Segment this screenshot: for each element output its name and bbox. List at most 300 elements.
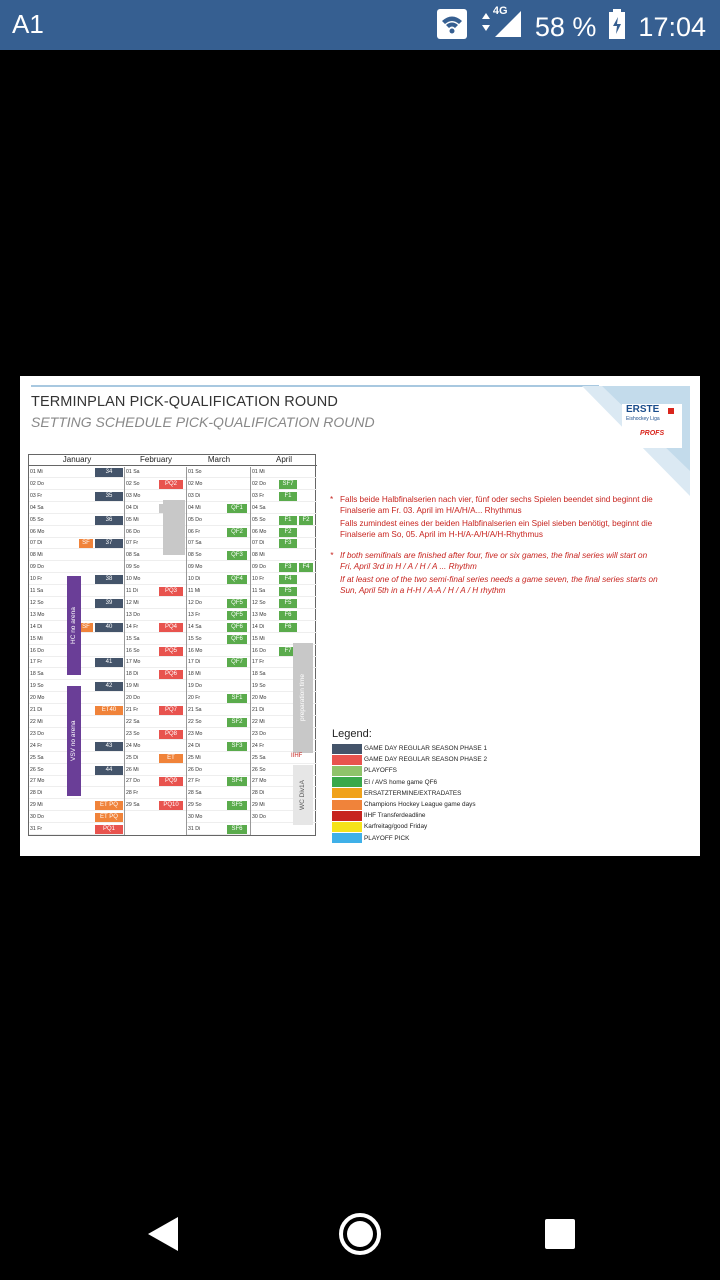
day-row bbox=[125, 693, 186, 704]
game-cell: PQ3 bbox=[159, 587, 183, 596]
day-row bbox=[251, 562, 317, 573]
day-row bbox=[125, 646, 186, 657]
game-cell: SF7 bbox=[279, 480, 297, 489]
day-label: 17 Mo bbox=[126, 659, 141, 666]
day-label: 09 Do bbox=[252, 564, 266, 571]
day-label: 06 Mo bbox=[30, 528, 45, 535]
notes-panel bbox=[330, 494, 660, 598]
game-cell: QF5 bbox=[227, 611, 247, 620]
day-label: 04 Sa bbox=[252, 504, 266, 511]
day-row bbox=[187, 503, 250, 514]
day-label: 14 Fr bbox=[126, 623, 139, 630]
day-row bbox=[125, 717, 186, 728]
day-row bbox=[187, 657, 250, 668]
game-cell: QF6 bbox=[227, 635, 247, 644]
day-label: 30 Mo bbox=[188, 814, 203, 821]
game-cell: F1 bbox=[279, 516, 297, 525]
day-row bbox=[125, 574, 186, 585]
day-label: 20 Mo bbox=[252, 695, 267, 702]
day-label: 07 Di bbox=[252, 540, 265, 547]
day-row bbox=[187, 765, 250, 776]
recents-button[interactable] bbox=[535, 1209, 585, 1259]
day-row bbox=[187, 467, 250, 478]
logo-brand: ERSTE bbox=[626, 404, 660, 415]
day-label: 26 Mi bbox=[126, 766, 139, 773]
legend-swatch bbox=[332, 766, 362, 776]
legend-label: PLAYOFF PICK bbox=[364, 834, 410, 842]
day-label: 15 Mi bbox=[30, 635, 43, 642]
legend-swatch bbox=[332, 800, 362, 810]
game-cell: PQ9 bbox=[159, 777, 183, 786]
day-row bbox=[29, 503, 124, 514]
day-label: 22 Mi bbox=[30, 718, 43, 725]
day-row bbox=[187, 717, 250, 728]
game-cell: F6 bbox=[279, 611, 297, 620]
day-label: 17 Fr bbox=[252, 659, 265, 666]
day-label: 08 Mi bbox=[252, 552, 265, 559]
day-label: 21 Fr bbox=[126, 707, 139, 713]
game-cell: 38 bbox=[95, 575, 123, 584]
day-label: 20 Do bbox=[126, 695, 140, 702]
month-header-april: April bbox=[251, 455, 317, 466]
day-label: 06 Mo bbox=[252, 528, 267, 535]
day-row bbox=[125, 788, 186, 799]
game-cell: SF5 bbox=[227, 801, 247, 810]
day-row bbox=[29, 491, 124, 502]
day-label: 18 Sa bbox=[30, 671, 44, 678]
legend-swatch bbox=[332, 744, 362, 754]
day-label: 02 Do bbox=[30, 480, 44, 487]
day-label: 02 Do bbox=[252, 480, 266, 487]
day-label: 11 Sa bbox=[30, 588, 44, 594]
game-cell: QF5 bbox=[227, 599, 247, 608]
day-label: 02 So bbox=[126, 480, 140, 487]
day-row bbox=[187, 729, 250, 740]
day-label: 26 So bbox=[30, 766, 44, 773]
day-row bbox=[187, 693, 250, 704]
day-row bbox=[187, 788, 250, 799]
document-page[interactable] bbox=[20, 376, 700, 856]
game-cell: F5 bbox=[279, 599, 297, 608]
day-label: 11 Sa bbox=[252, 588, 266, 594]
day-row bbox=[29, 562, 124, 573]
day-row bbox=[187, 824, 250, 835]
back-button[interactable] bbox=[140, 1209, 190, 1259]
day-label: 02 Mo bbox=[188, 480, 203, 487]
day-row bbox=[187, 610, 250, 621]
legend-item bbox=[332, 799, 532, 810]
day-row bbox=[251, 467, 317, 478]
game-cell: F4 bbox=[279, 575, 297, 584]
day-label: 23 Mo bbox=[188, 730, 203, 737]
day-row bbox=[125, 741, 186, 752]
day-row bbox=[187, 753, 250, 764]
day-label: 29 Mi bbox=[30, 802, 43, 809]
day-label: 11 Mi bbox=[188, 588, 201, 594]
game-cell: F5 bbox=[279, 587, 297, 596]
game-cell: PQ6 bbox=[159, 670, 183, 679]
game-cell: PQ5 bbox=[159, 647, 183, 656]
logo-league: Eishockey Liga bbox=[626, 416, 660, 422]
legend-swatch bbox=[332, 811, 362, 821]
day-label: 05 So bbox=[252, 516, 266, 523]
day-label: 25 Sa bbox=[252, 754, 266, 761]
star-icon: * bbox=[330, 551, 334, 560]
day-label: 27 Do bbox=[126, 778, 140, 785]
day-row bbox=[187, 681, 250, 692]
day-row bbox=[251, 622, 317, 633]
note-en-1: * If both semifinals are finished after four, five or six games, the final series will start on Fri, April 3rd in H / A / H / A ... Rhythm bbox=[330, 551, 648, 571]
chl-cell: SF bbox=[79, 539, 93, 548]
day-row bbox=[187, 562, 250, 573]
game-cell: ET PQ bbox=[95, 801, 123, 810]
legend-label: GAME DAY REGULAR SEASON PHASE 2 bbox=[364, 756, 487, 764]
legend-swatch bbox=[332, 777, 362, 787]
day-label: 12 Do bbox=[188, 599, 202, 606]
day-row bbox=[125, 705, 186, 716]
logo-partner: PROFS bbox=[640, 430, 665, 437]
battery-percent: 58 % bbox=[534, 12, 597, 42]
game-cell: 34 bbox=[95, 468, 123, 477]
legend-swatch bbox=[332, 788, 362, 798]
day-label: 16 So bbox=[126, 647, 140, 654]
day-label: 26 So bbox=[252, 766, 266, 773]
clock: 17:04 bbox=[638, 12, 706, 42]
game-cell: F4 bbox=[299, 563, 313, 572]
day-row bbox=[29, 538, 124, 549]
day-label: 04 Di bbox=[126, 504, 139, 511]
day-row bbox=[187, 527, 250, 538]
day-row bbox=[187, 741, 250, 752]
day-row bbox=[29, 800, 124, 811]
home-button[interactable] bbox=[335, 1209, 385, 1259]
document-viewer[interactable] bbox=[0, 50, 720, 1183]
day-row bbox=[187, 550, 250, 561]
final-block bbox=[163, 500, 185, 555]
day-label: 30 Do bbox=[252, 814, 266, 821]
day-row bbox=[251, 503, 317, 514]
game-cell: QF6 bbox=[227, 623, 247, 632]
legend-swatch bbox=[332, 822, 362, 832]
day-label: 14 Sa bbox=[188, 623, 202, 630]
game-cell: F3 bbox=[279, 539, 297, 548]
game-cell: PQ4 bbox=[159, 623, 183, 632]
game-cell: 42 bbox=[95, 682, 123, 691]
day-row bbox=[29, 515, 124, 526]
preparation-band: preparation time bbox=[293, 643, 313, 753]
march-column bbox=[187, 467, 251, 835]
signal-icon bbox=[479, 5, 523, 46]
legend-label: EI / AVS home game QF6 bbox=[364, 778, 438, 786]
day-row bbox=[125, 634, 186, 645]
day-label: 21 Di bbox=[30, 707, 43, 713]
day-row bbox=[125, 681, 186, 692]
day-label: 25 Di bbox=[126, 754, 139, 761]
day-label: 19 So bbox=[30, 683, 44, 690]
note-de-1: * Falls beide Halbfinalserien nach vier, fünf oder sechs Spielen beendet sind beginnt die Finalserie am Fr. 03. April im H/A/H/A... Rhythmus bbox=[330, 495, 653, 515]
month-header-january: January bbox=[29, 455, 125, 466]
day-row bbox=[125, 467, 186, 478]
game-cell: SF1 bbox=[227, 694, 247, 703]
day-label: 25 Sa bbox=[30, 754, 44, 761]
iihf-label: IIHF bbox=[291, 753, 303, 759]
day-label: 26 Do bbox=[188, 766, 202, 773]
game-cell: F2 bbox=[299, 516, 313, 525]
day-row bbox=[125, 610, 186, 621]
hc-no-arena-band: HC no arena bbox=[67, 576, 81, 675]
day-row bbox=[251, 479, 317, 490]
day-row bbox=[251, 538, 317, 549]
day-row bbox=[125, 622, 186, 633]
day-label: 09 So bbox=[126, 564, 140, 571]
month-header-february: February bbox=[125, 455, 187, 466]
navigation-bar bbox=[0, 1183, 720, 1280]
day-label: 07 Di bbox=[30, 540, 43, 547]
legend-item bbox=[332, 821, 532, 832]
game-cell: PQ2 bbox=[159, 480, 183, 489]
day-row bbox=[187, 598, 250, 609]
day-label: 05 So bbox=[30, 516, 44, 523]
day-row bbox=[29, 550, 124, 561]
day-label: 23 Do bbox=[252, 730, 266, 737]
day-row bbox=[29, 467, 124, 478]
day-label: 10 Di bbox=[188, 576, 201, 583]
day-row bbox=[29, 824, 124, 835]
legend-item bbox=[332, 788, 532, 799]
day-label: 16 Do bbox=[30, 647, 44, 654]
day-label: 21 Di bbox=[252, 707, 265, 713]
day-label: 24 Fr bbox=[30, 742, 43, 749]
day-row bbox=[187, 574, 250, 585]
day-label: 13 Mo bbox=[252, 611, 267, 618]
day-row bbox=[251, 574, 317, 585]
carrier-label: A1 bbox=[12, 9, 44, 39]
day-row bbox=[251, 586, 317, 597]
day-label: 28 Di bbox=[252, 790, 265, 797]
day-label: 19 Mi bbox=[126, 683, 139, 690]
day-label: 25 Mi bbox=[188, 754, 201, 761]
header-rule bbox=[31, 385, 599, 387]
day-row bbox=[251, 598, 317, 609]
day-row bbox=[187, 586, 250, 597]
game-cell: ET PQ bbox=[95, 813, 123, 822]
game-cell: 35 bbox=[95, 492, 123, 501]
day-label: 22 So bbox=[188, 718, 202, 725]
legend-item bbox=[332, 777, 532, 788]
day-label: 23 Do bbox=[30, 730, 44, 737]
day-row bbox=[125, 765, 186, 776]
day-row bbox=[125, 562, 186, 573]
day-row bbox=[125, 586, 186, 597]
day-row bbox=[187, 812, 250, 823]
day-label: 27 Mo bbox=[30, 778, 45, 785]
day-row bbox=[29, 527, 124, 538]
day-label: 03 Mo bbox=[126, 492, 141, 499]
day-label: 07 Sa bbox=[188, 540, 202, 547]
game-cell: F6 bbox=[279, 623, 297, 632]
day-label: 13 Do bbox=[126, 611, 140, 618]
day-label: 10 Mo bbox=[126, 576, 141, 583]
day-label: 12 So bbox=[252, 599, 266, 606]
day-label: 27 Fr bbox=[188, 778, 201, 785]
day-label: 07 Fr bbox=[126, 540, 139, 547]
note-de-2: Falls zumindest eines der beiden Halbfinalserien ein Spiel sieben benötigt, beginnt die Finalserie am So, 05. April im H-H/A-A/H/A/H-Rhythmus bbox=[340, 519, 653, 539]
game-cell: F2 bbox=[279, 528, 297, 537]
day-row bbox=[187, 491, 250, 502]
day-label: 24 Di bbox=[188, 742, 201, 749]
day-label: 04 Sa bbox=[30, 504, 44, 511]
status-bar bbox=[0, 0, 720, 50]
game-cell: SF2 bbox=[227, 718, 247, 727]
game-cell: SF6 bbox=[227, 825, 247, 834]
game-cell: QF3 bbox=[227, 551, 247, 560]
day-row bbox=[251, 550, 317, 561]
day-row bbox=[125, 479, 186, 490]
game-cell: 41 bbox=[95, 658, 123, 667]
day-label: 18 Di bbox=[126, 671, 139, 678]
wc-div1a-band: WC Div1A bbox=[293, 765, 313, 825]
game-cell: QF2 bbox=[227, 528, 247, 537]
day-label: 13 Fr bbox=[188, 611, 201, 618]
day-row bbox=[251, 610, 317, 621]
legend-item bbox=[332, 833, 532, 844]
game-cell: QF1 bbox=[227, 504, 247, 513]
day-row bbox=[187, 622, 250, 633]
star-icon: * bbox=[330, 495, 334, 504]
day-label: 19 Do bbox=[188, 683, 202, 690]
game-cell: PQ7 bbox=[159, 706, 183, 715]
game-cell: PQ1 bbox=[95, 825, 123, 834]
day-row bbox=[187, 705, 250, 716]
day-label: 27 Mo bbox=[252, 778, 267, 785]
legend-item bbox=[332, 765, 532, 776]
day-label: 11 Di bbox=[126, 588, 138, 594]
game-cell: SF3 bbox=[227, 742, 247, 751]
day-label: 16 Do bbox=[252, 647, 266, 654]
day-row bbox=[125, 729, 186, 740]
day-row bbox=[187, 634, 250, 645]
day-label: 06 Fr bbox=[188, 528, 201, 535]
day-label: 28 Di bbox=[30, 790, 43, 797]
day-label: 10 Fr bbox=[30, 576, 43, 583]
game-cell: QF4 bbox=[227, 575, 247, 584]
day-row bbox=[187, 538, 250, 549]
schedule-grid bbox=[28, 454, 316, 836]
day-label: 30 Do bbox=[30, 814, 44, 821]
day-label: 09 Mo bbox=[188, 564, 203, 571]
month-header-march: March bbox=[187, 455, 251, 466]
chl-cell: SF bbox=[79, 623, 93, 632]
day-label: 19 So bbox=[252, 683, 266, 690]
legend bbox=[332, 728, 532, 844]
legend-item bbox=[332, 810, 532, 821]
day-row bbox=[125, 753, 186, 764]
day-label: 20 Fr bbox=[188, 695, 201, 702]
day-label: 15 So bbox=[188, 635, 202, 642]
day-label: 21 Sa bbox=[188, 707, 202, 713]
day-label: 29 Mi bbox=[252, 802, 265, 809]
day-label: 03 Di bbox=[188, 492, 201, 499]
day-label: 31 Di bbox=[188, 826, 201, 832]
day-label: 10 Fr bbox=[252, 576, 265, 583]
day-label: 15 Mi bbox=[252, 635, 265, 642]
day-label: 08 So bbox=[188, 552, 202, 559]
day-label: 24 Mo bbox=[126, 742, 141, 749]
day-row bbox=[187, 776, 250, 787]
game-cell: PQ10 bbox=[159, 801, 183, 810]
day-label: 31 Fr bbox=[30, 826, 43, 832]
day-row bbox=[187, 800, 250, 811]
legend-item bbox=[332, 754, 532, 765]
day-label: 04 Mi bbox=[188, 504, 201, 511]
day-label: 14 Di bbox=[252, 623, 265, 630]
legend-label: Karfreitag/good Friday bbox=[364, 823, 428, 831]
day-label: 28 Sa bbox=[188, 790, 202, 797]
day-row bbox=[187, 479, 250, 490]
game-cell: ET bbox=[159, 754, 183, 763]
network-type-label: 4G bbox=[492, 5, 508, 17]
day-label: 01 So bbox=[188, 469, 202, 475]
day-label: 12 So bbox=[30, 599, 44, 606]
game-cell: 40 bbox=[95, 623, 123, 632]
legend-swatch bbox=[332, 833, 362, 843]
game-cell: 43 bbox=[95, 742, 123, 751]
game-cell: 36 bbox=[95, 516, 123, 525]
game-cell: F1 bbox=[279, 492, 297, 501]
day-label: 22 Sa bbox=[126, 718, 140, 725]
day-label: 08 Mi bbox=[30, 552, 43, 559]
day-label: 28 Fr bbox=[126, 790, 139, 797]
day-row bbox=[125, 800, 186, 811]
game-cell: F3 bbox=[279, 563, 297, 572]
battery-charging-icon bbox=[608, 9, 626, 46]
day-label: 12 Mi bbox=[126, 599, 139, 606]
page-title: TERMINPLAN PICK-QUALIFICATION ROUND bbox=[31, 394, 338, 410]
day-row bbox=[187, 646, 250, 657]
day-label: 14 Di bbox=[30, 623, 43, 630]
day-label: 29 Sa bbox=[126, 802, 140, 809]
day-label: 06 Do bbox=[126, 528, 140, 535]
day-label: 18 Mi bbox=[188, 671, 201, 678]
day-row bbox=[29, 812, 124, 823]
day-row bbox=[125, 657, 186, 668]
game-cell: ET40 bbox=[95, 706, 123, 715]
game-cell: QF7 bbox=[227, 658, 247, 667]
day-label: 08 Sa bbox=[126, 552, 140, 559]
note-en-2: If at least one of the two semi-final series needs a game seven, the final series starts on Sun, April 5th in a H-H / A-A / H / A / H rhythm bbox=[340, 575, 658, 595]
game-cell: F7 bbox=[279, 647, 297, 656]
day-label: 15 Sa bbox=[126, 635, 140, 642]
page-subtitle: SETTING SCHEDULE PICK-QUALIFICATION ROUND bbox=[31, 414, 375, 430]
vsv-no-arena-band: VSV no arena bbox=[67, 686, 81, 796]
game-cell: PQ8 bbox=[159, 730, 183, 739]
day-row bbox=[125, 776, 186, 787]
day-label: 13 Mo bbox=[30, 611, 45, 618]
day-row bbox=[251, 491, 317, 502]
day-row bbox=[29, 479, 124, 490]
day-label: 16 Mo bbox=[188, 647, 203, 654]
day-label: 29 So bbox=[188, 802, 202, 809]
day-label: 23 So bbox=[126, 730, 140, 737]
day-label: 17 Di bbox=[188, 659, 201, 666]
day-label: 09 Do bbox=[30, 564, 44, 571]
league-logo bbox=[582, 386, 690, 496]
legend-label: IIHF Transferdeadline bbox=[364, 812, 426, 820]
day-label: 22 Mi bbox=[252, 718, 265, 725]
day-row bbox=[187, 669, 250, 680]
game-cell: 44 bbox=[95, 766, 123, 775]
day-label: 01 Mi bbox=[252, 469, 265, 475]
